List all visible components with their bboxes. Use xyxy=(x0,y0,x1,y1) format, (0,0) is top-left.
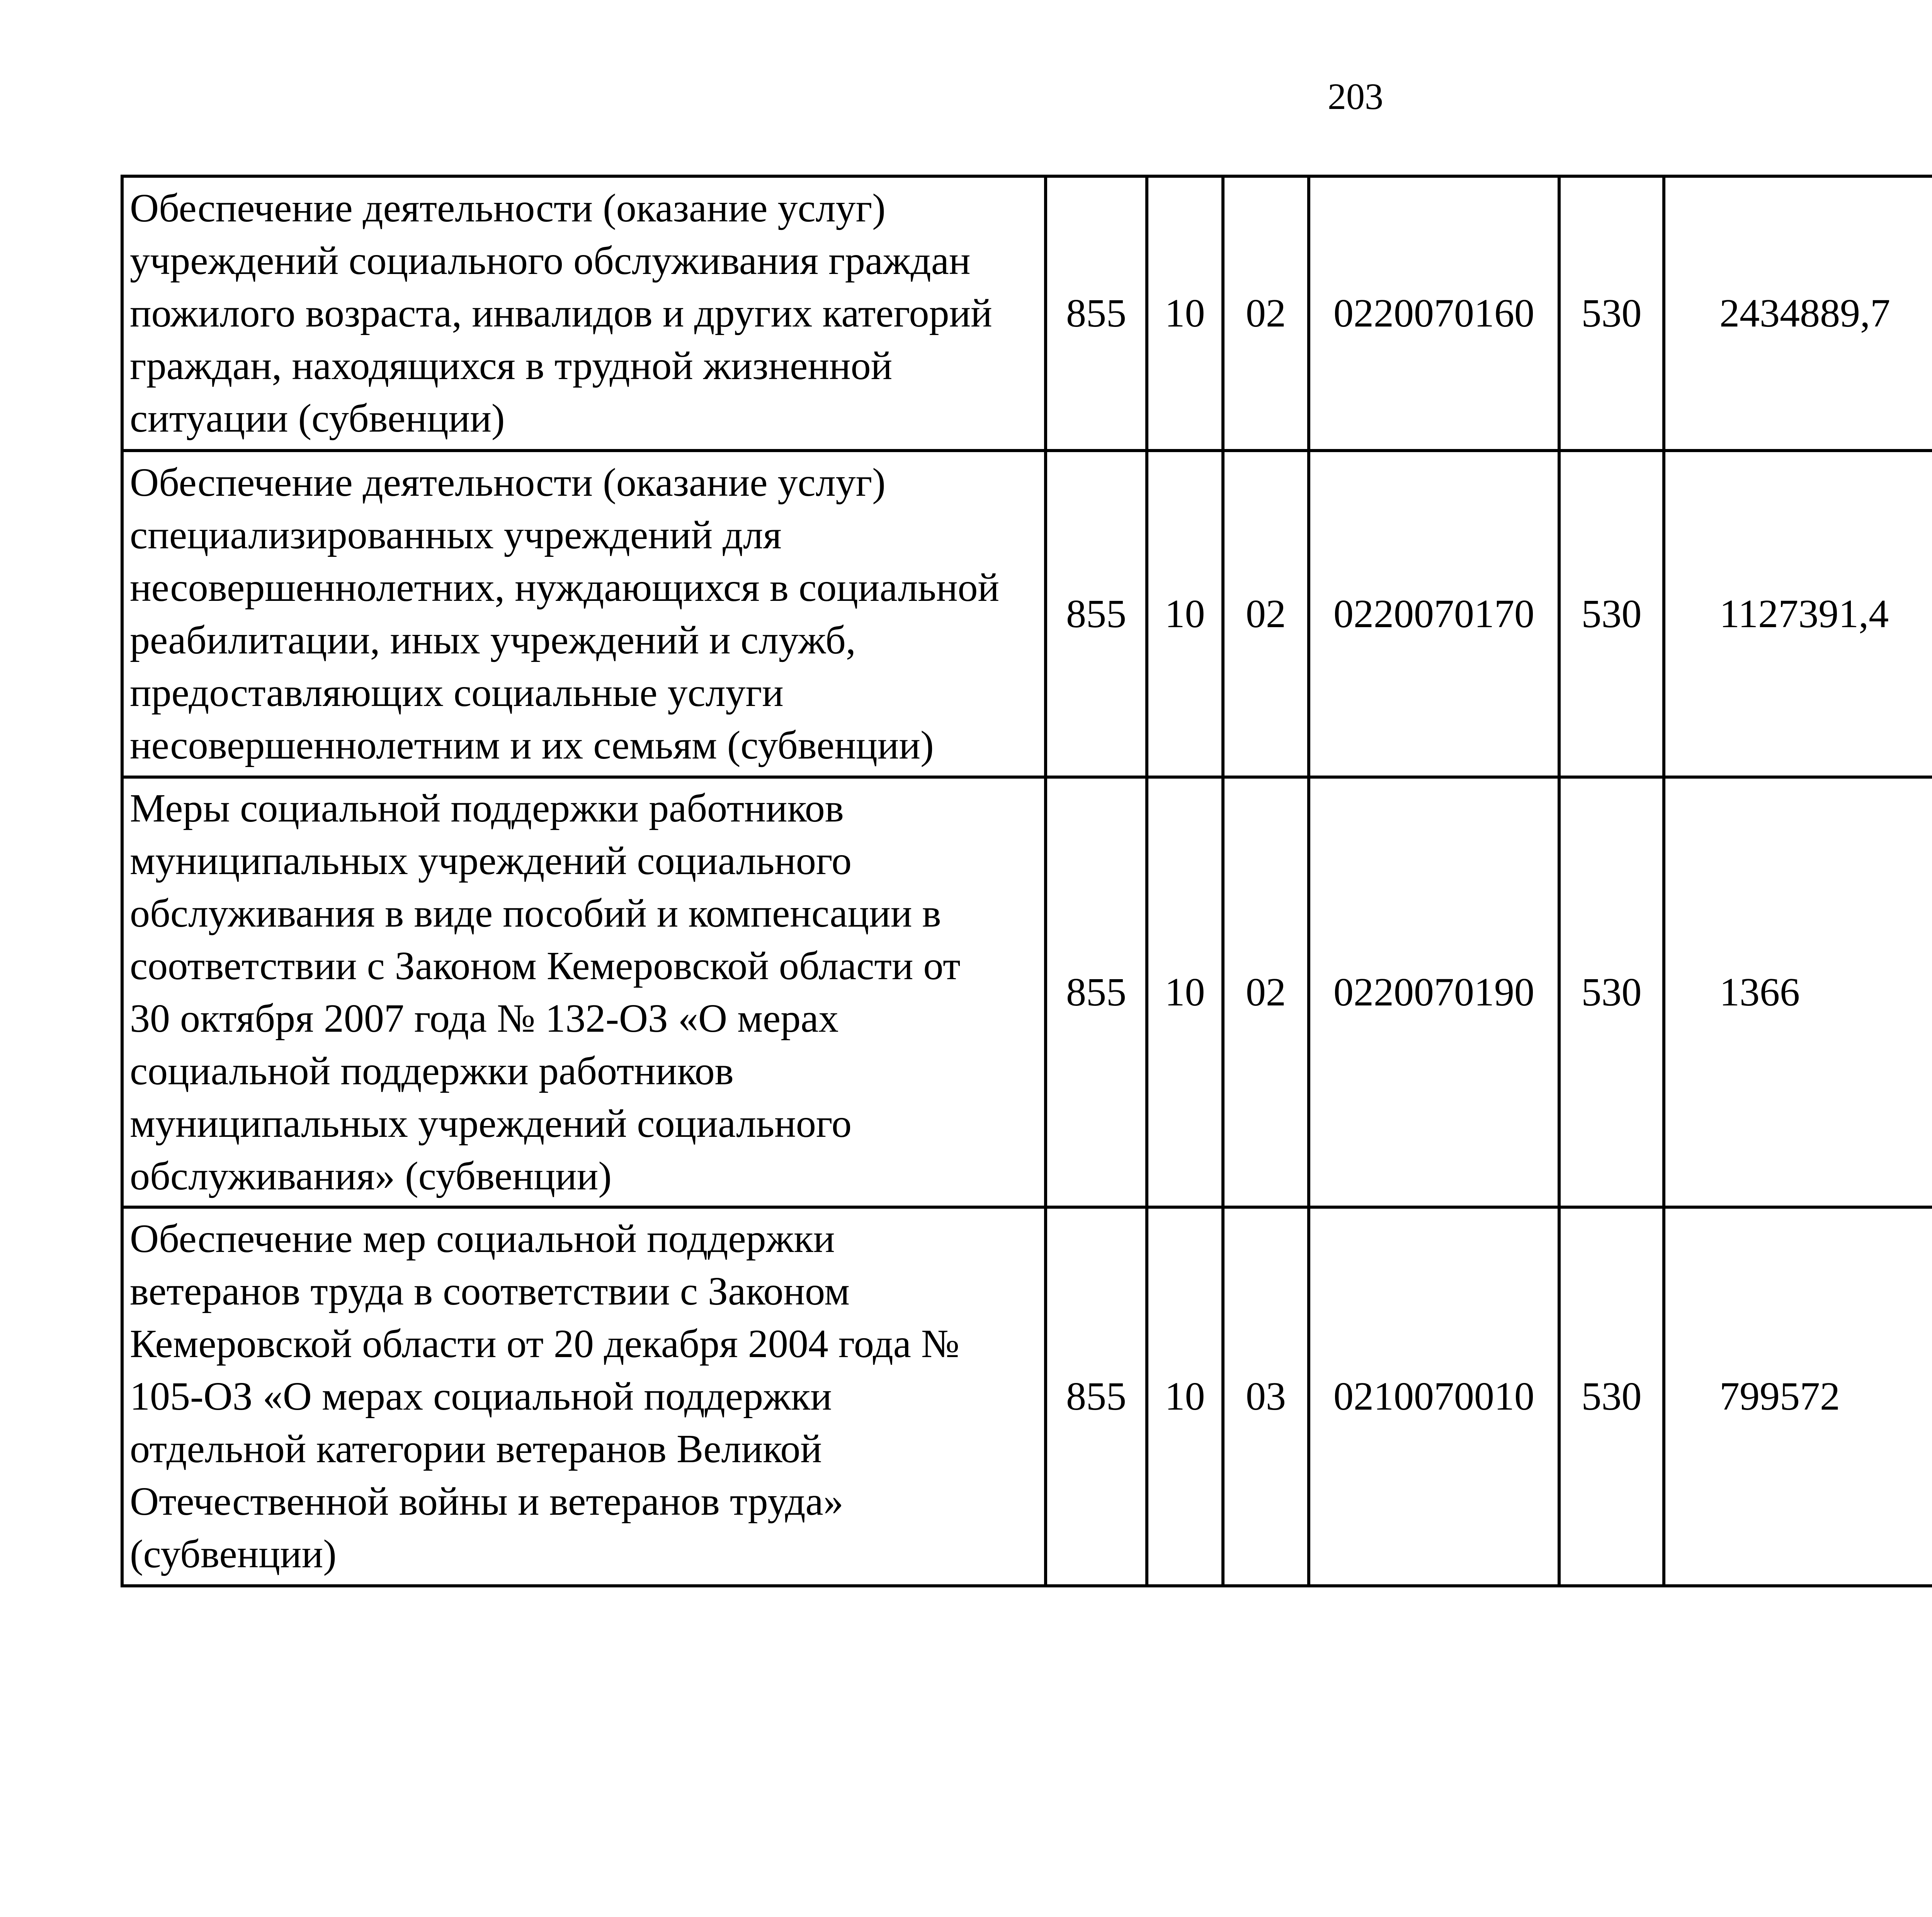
expense-type-code: 530 xyxy=(1559,1207,1664,1586)
page-number: 203 xyxy=(1328,76,1383,117)
row-description: Обеспечение мер социальной поддержки ветеранов труда в соответствии с Законом Кемеровской области от 20 декабря 2004 года № 105-ОЗ «О мерах социальной поддержки отдельной категории ветеранов Великой Отечественной войны и ветеранов труда» (субвенции) xyxy=(122,1207,1046,1586)
table-row xyxy=(122,176,1932,451)
row-description: Обеспечение деятельности (оказание услуг) учреждений социального обслуживания граждан пожилого возраста, инвалидов и других категорий граждан, находящихся в трудной жизненной ситуации (субвенции) xyxy=(122,176,1046,451)
ministry-code: 855 xyxy=(1046,777,1147,1207)
amount-year-1: 1366 xyxy=(1664,777,1932,1207)
expense-type-code: 530 xyxy=(1559,777,1664,1207)
amount-year-1: 2434889,7 xyxy=(1664,176,1932,451)
subsection-code: 02 xyxy=(1223,451,1309,777)
target-article-code: 0210070010 xyxy=(1309,1207,1559,1586)
section-code: 10 xyxy=(1147,451,1223,777)
table-row xyxy=(122,1207,1932,1586)
ministry-code: 855 xyxy=(1046,451,1147,777)
ministry-code: 855 xyxy=(1046,1207,1147,1586)
target-article-code: 0220070190 xyxy=(1309,777,1559,1207)
section-code: 10 xyxy=(1147,176,1223,451)
subsection-code: 02 xyxy=(1223,777,1309,1207)
section-code: 10 xyxy=(1147,1207,1223,1586)
section-code: 10 xyxy=(1147,777,1223,1207)
amount-year-1: 799572 xyxy=(1664,1207,1932,1586)
target-article-code: 0220070160 xyxy=(1309,176,1559,451)
amount-year-1: 1127391,4 xyxy=(1664,451,1932,777)
target-article-code: 0220070170 xyxy=(1309,451,1559,777)
subsection-code: 03 xyxy=(1223,1207,1309,1586)
table-row xyxy=(122,777,1932,1207)
row-description: Меры социальной поддержки работников муниципальных учреждений социального обслуживания в виде пособий и компенсации в соответствии с Законом Кемеровской области от 30 октября 2007 года № 132-ОЗ «О мерах социальной поддержки работников муниципальных учреждений социального обслуживания» (субвенции) xyxy=(122,777,1046,1207)
expense-type-code: 530 xyxy=(1559,176,1664,451)
subsection-code: 02 xyxy=(1223,176,1309,451)
budget-table xyxy=(121,175,1932,1587)
row-description: Обеспечение деятельности (оказание услуг) специализированных учреждений для несовершеннолетних, нуждающихся в социальной реабилитации, иных учреждений и служб, предоставляющих социальные услуги несовершеннолетним и их семьям (субвенции) xyxy=(122,451,1046,777)
table-row xyxy=(122,451,1932,777)
ministry-code: 855 xyxy=(1046,176,1147,451)
expense-type-code: 530 xyxy=(1559,451,1664,777)
